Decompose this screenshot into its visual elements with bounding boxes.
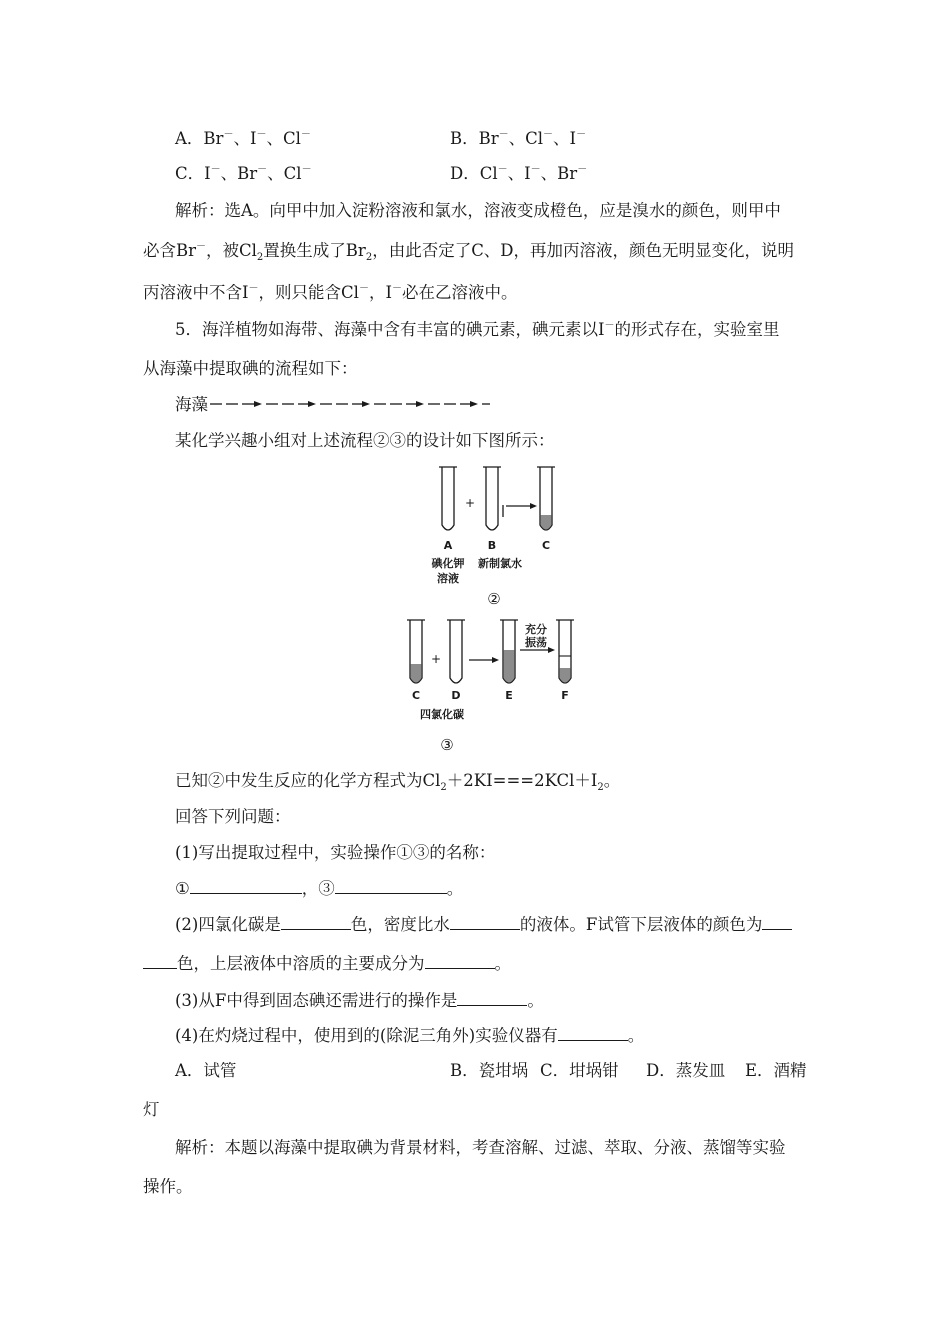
analysis-q4-line3: 丙溶液中不含I－，则只能含Cl－，I－必在乙溶液中。 xyxy=(143,283,518,302)
flow-start: 海藻 xyxy=(175,395,208,414)
option-alcohol-lamp: E．酒精 xyxy=(745,1061,807,1080)
label-b: B xyxy=(487,539,497,552)
figure-step-3 xyxy=(395,612,595,756)
answer-blank-operation[interactable] xyxy=(457,989,527,1006)
label-c-2: C xyxy=(411,689,421,702)
option-d: D．Cl－、I－、Br－ xyxy=(450,164,588,183)
answer-blank-lower-color-part1[interactable] xyxy=(762,913,792,930)
answer-blank-upper-solute[interactable] xyxy=(425,952,495,969)
answer-blank-1[interactable] xyxy=(190,877,302,894)
label-f: F xyxy=(561,689,569,702)
answer-blank-3[interactable] xyxy=(335,877,447,894)
q5-intro-line2: 从海藻中提取碘的流程如下： xyxy=(143,359,358,378)
subquestion-2-line2: 色，上层液体中溶质的主要成分为 。 xyxy=(143,952,511,975)
answer-blank-ccl4-color[interactable] xyxy=(281,913,351,930)
subquestion-3: (3)从F中得到固态碘还需进行的操作是 。 xyxy=(175,991,544,1010)
figure-number-2: ② xyxy=(487,590,501,608)
plus-sign: + xyxy=(464,496,476,510)
option-test-tube: A．试管 xyxy=(175,1061,237,1080)
tube-a xyxy=(442,467,454,530)
answer-blank-instruments[interactable] xyxy=(558,1024,628,1041)
caption-a-1: 碘化钾 xyxy=(431,557,465,570)
answer-blank-density[interactable] xyxy=(450,913,520,930)
option-c: C．I－、Br－、Cl－ xyxy=(175,164,312,183)
caption-b: 新制氯水 xyxy=(478,557,522,570)
shake-label-2: 振荡 xyxy=(525,636,547,649)
plus-sign-2: + xyxy=(430,652,442,666)
tube-e-liquid xyxy=(504,650,515,683)
figure-step-2 xyxy=(420,463,570,608)
caption-d: 四氯化碳 xyxy=(420,708,464,721)
label-e: E xyxy=(505,689,513,702)
tube-d xyxy=(450,620,462,683)
figure-number-3: ③ xyxy=(440,736,454,754)
label-d: D xyxy=(451,689,461,702)
arrow-head xyxy=(530,503,537,509)
subquestion-1: (1)写出提取过程中，实验操作①③的名称： xyxy=(175,843,496,862)
flow-arrows xyxy=(208,396,498,412)
tube-c-2-liquid xyxy=(411,664,422,683)
analysis-q5-line1: 解析：本题以海藻中提取碘为背景材料，考查溶解、过滤、萃取、分液、蒸馏等实验 xyxy=(175,1138,786,1157)
subquestion-2-line1: (2)四氯化碳是 色，密度比水 的液体。F试管下层液体的颜色为 xyxy=(175,913,792,936)
known-equation: 已知②中发生反应的化学方程式为$Cl_2+2KI===2KCl+I_2$。 xyxy=(175,771,621,793)
answer-intro: 回答下列问题： xyxy=(175,807,291,826)
option-evaporating-dish: D．蒸发皿 xyxy=(646,1061,726,1080)
analysis-q4-line1: 解析：选A。向甲中加入淀粉溶液和氯水，溶液变成橙色，应是溴水的颜色，则甲中 xyxy=(175,201,781,220)
option-alcohol-lamp-wrap: 灯 xyxy=(143,1100,160,1119)
answer-blank-lower-color-part2[interactable] xyxy=(143,952,177,969)
caption-a-2: 溶液 xyxy=(437,572,459,585)
analysis-q5-line2: 操作。 xyxy=(143,1177,193,1196)
subquestion-1-blanks: ① ，③ 。 xyxy=(175,879,464,898)
analysis-q4-line2: 必含Br－，被$Cl_2$置换生成了$Br_2$，由此否定了C、D，再加丙溶液，颜色无明显变化，说明 xyxy=(143,241,795,263)
shake-label-1: 充分 xyxy=(525,623,547,636)
q5-intro-line1: 5．海洋植物如海带、海藻中含有丰富的碘元素，碘元素以I－的形式存在，实验室里 xyxy=(175,320,780,339)
q5-design-text: 某化学兴趣小组对上述流程②③的设计如下图所示： xyxy=(175,431,555,450)
tube-b xyxy=(486,467,498,530)
option-b: B．Br－、Cl－、I－ xyxy=(450,129,587,148)
option-crucible-tongs: C．坩埚钳 xyxy=(540,1061,619,1080)
arrow-head-2 xyxy=(492,657,499,663)
option-crucible: B．瓷坩埚 xyxy=(450,1061,529,1080)
label-a: A xyxy=(443,539,453,552)
option-a: A．Br－、I－、Cl－ xyxy=(175,129,311,148)
label-c: C xyxy=(541,539,551,552)
flow-line xyxy=(175,394,208,416)
arrow-head-3 xyxy=(548,647,555,653)
subquestion-4: (4)在灼烧过程中，使用到的(除泥三角外)实验仪器有 。 xyxy=(175,1026,645,1045)
